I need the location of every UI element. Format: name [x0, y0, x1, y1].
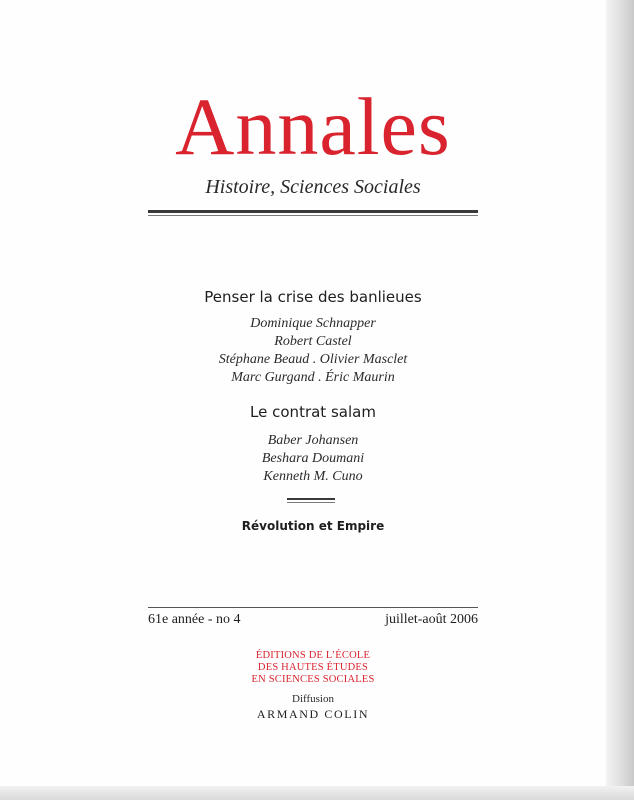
section-heading-salam: Le contrat salam: [250, 403, 376, 421]
issue-volume: 61e année - no 4: [148, 612, 241, 627]
section-heading-revolution: Révolution et Empire: [241, 519, 385, 533]
author-name: Kenneth M. Cuno: [263, 469, 363, 484]
author-name: Marc Gurgand . Éric Maurin: [231, 370, 395, 385]
cover-bottom-edge: [0, 786, 634, 800]
publisher-line: ÉDITIONS DE L’ÉCOLE: [255, 650, 371, 661]
author-name: Baber Johansen: [267, 433, 359, 448]
title-rule-thin: [148, 215, 478, 216]
author-name: Beshara Doumani: [261, 451, 365, 466]
title-rule-thick: [148, 210, 478, 213]
journal-subtitle: Histoire, Sciences Sociales: [205, 176, 421, 198]
section-divider: [287, 498, 335, 500]
author-name: Robert Castel: [274, 334, 352, 349]
section-divider-thin: [287, 502, 335, 503]
publisher-line: DES HAUTES ÉTUDES: [257, 662, 369, 673]
cover-right-edge: [606, 0, 634, 800]
issue-rule: [148, 607, 478, 608]
issue-date: juillet-août 2006: [385, 612, 478, 627]
distributor-name: ARMAND COLIN: [256, 707, 370, 721]
publisher-block: [163, 650, 463, 686]
section-heading-banlieues: Penser la crise des banlieues: [204, 288, 422, 306]
section-authors-salam: [148, 432, 478, 486]
author-name: Stéphane Beaud . Olivier Masclet: [218, 352, 408, 367]
diffusion-label: Diffusion: [292, 693, 334, 705]
journal-title: Annales: [175, 81, 451, 172]
author-name: Dominique Schnapper: [250, 316, 376, 331]
section-authors-banlieues: [148, 315, 478, 387]
publisher-line: EN SCIENCES SOCIALES: [251, 674, 375, 685]
